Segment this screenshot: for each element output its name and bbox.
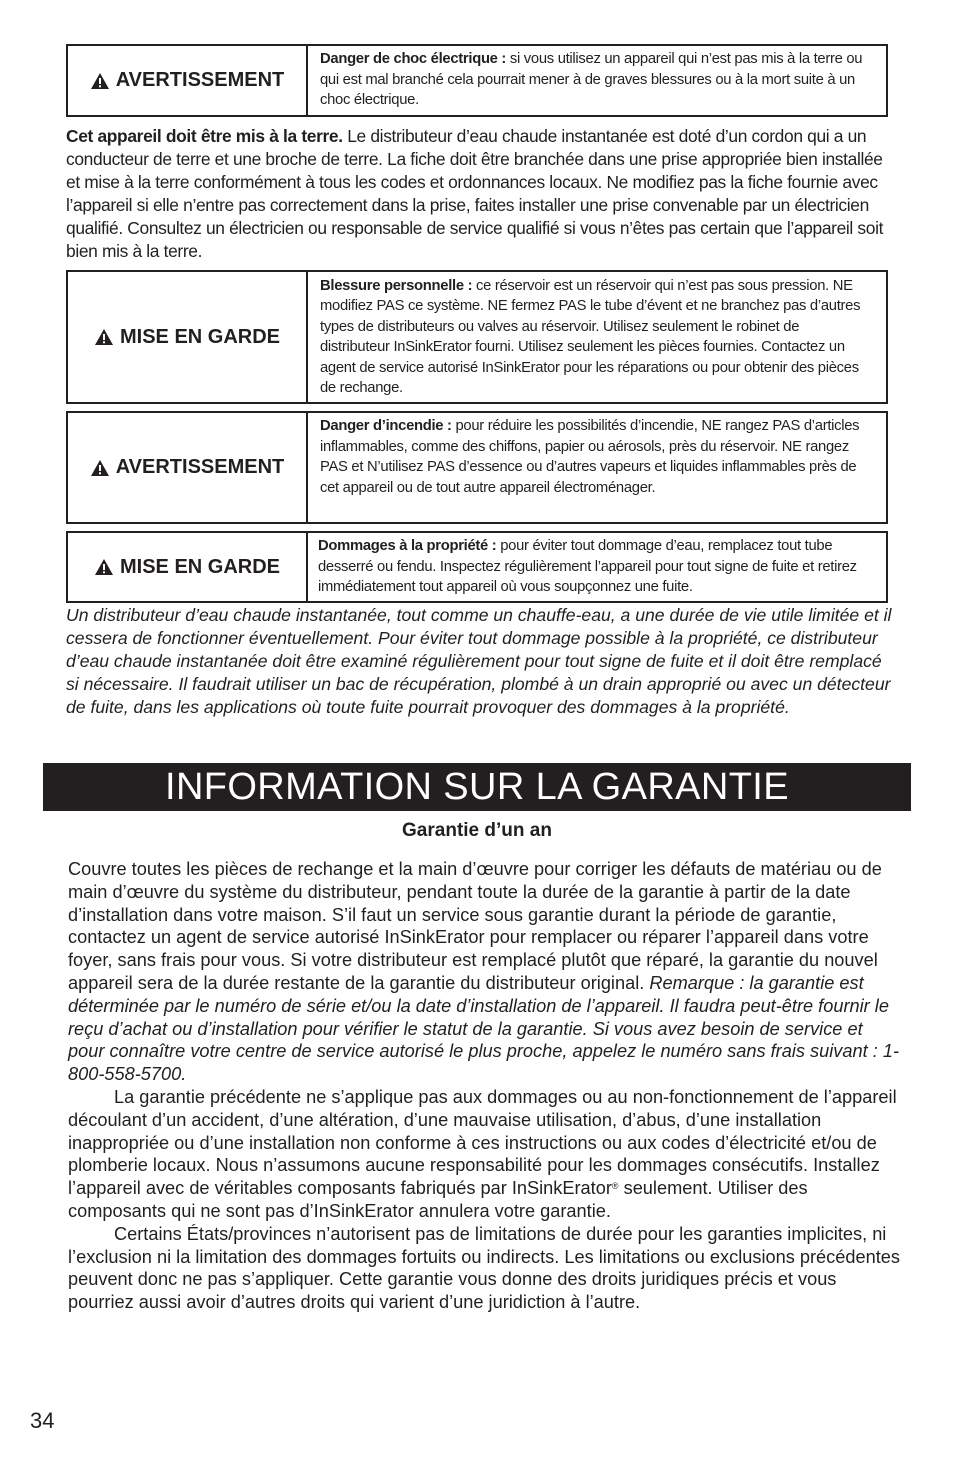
page-number: 34: [30, 1408, 55, 1433]
warranty-subtitle: Garantie d’un an: [402, 820, 552, 841]
warranty-paragraph-state-rights: Certains États/provinces n’autorisent pas de limitations de durée pour les garanties implicites, ni l’exclusion ni la limitation des dommages fortuits ou indirects. Les limitations ou exclusions précédentes peuvent donc ne pas s’appliquer. Cette garantie vous donne des droits juridiques précis et vous pourriez aussi avoir d’autres droits qui varient d’une juridiction à l’autre.: [68, 1223, 900, 1313]
warning-triangle-icon: [94, 558, 114, 576]
caution-box-property-damage: [66, 531, 888, 603]
caution-message: Dommages à la propriété : pour éviter tout dommage d’eau, remplacez tout tube desserré ou fendu. Inspectez régulièrement l’appareil pour tout signe de fuite et retirez immédiatement tout appareil où vous soupçonnez une fuite.: [318, 538, 857, 596]
warranty-paragraph-coverage: Couvre toutes les pièces de rechange et la main d’œuvre pour corriger les défauts de matériau ou de main d’œuvre du système du distributeur, pendant toute la durée de la garantie à partir de la date d’installation dans votre maison. S’il faut un service sous garantie durant la période de garantie, contactez un agent de service autorisé InSinkErator pour remplacer ou réparer l’appareil dans votre foyer, sans frais pour vous. Si votre distributeur est remplacé plutôt que réparé, la garantie du nouvel appareil sera de la durée restante de la garantie du distributeur original. Remarque : la garantie est déterminée par le numéro de série et/ou la date d’installation de l’appareil. Il faudra peut-être fournir le reçu d’achat ou d’installation pour vérifier le statut de la garantie. Si vous avez besoin de service et pour connaître votre centre de service autorisé le plus proche, appelez le numéro sans frais suivant : 1-800-558-5700.: [68, 859, 900, 1085]
caution-box-personal-injury: [66, 270, 888, 404]
warranty-banner-title: INFORMATION SUR LA GARANTIE: [43, 763, 911, 811]
warning-message: Danger de choc électrique : si vous utilisez un appareil qui n’est pas mis à la terre ou qui est mal branché cela pourrait mener à de graves blessures ou à la mort suite à un choc électrique.: [320, 51, 863, 108]
warranty-body: [68, 858, 904, 1314]
grounding-paragraph: Cet appareil doit être mis à la terre. Le distributeur d’eau chaude instantanée est doté d’un cordon qui a un conducteur de terre et une broche de terre. La fiche doit être branchée dans une prise appropriée bien installée et mise à la terre conformément à tous les codes et ordonnances locaux. Ne modifiez pas la fiche fournie avec l’appareil si elle n’entre pas correctement dans la prise, faites installer une prise convenable par un électricien qualifié. Consultez un électricien ou responsable de service qualifié si vous n’êtes pas certain que l’appareil soit bien mis à la terre.: [66, 126, 884, 261]
signal-word-warning: AVERTISSEMENT: [68, 46, 308, 115]
signal-word-caution: MISE EN GARDE: [68, 272, 308, 402]
warning-triangle-icon: [94, 328, 114, 346]
warning-box-electric-shock: [66, 44, 888, 117]
caution-message: Blessure personnelle : ce réservoir est un réservoir qui n’est pas sous pression. NE modifiez PAS ce système. NE fermez PAS le tube d’évent et ne branchez pas d’autres types de distributeurs ou valves au réservoir. Utilisez seulement le robinet de distributeur InSinkErator fourni. Utilisez seulement les pièces fournies. Contactez un agent de service autorisé InSinkErator pour les réparations ou pour obtenir des pièces de rechange.: [320, 278, 861, 397]
warning-message: Danger d’incendie : pour réduire les possibilités d’incendie, NE rangez PAS d’articles inflammables, comme des chiffons, papier ou aérosols, près du réservoir. NE rangez PAS et N’utilisez PAS d’essence ou d’autres vapeurs et liquides inflammables près de cet appareil ou de tout autre appareil électroménager.: [320, 418, 860, 496]
signal-word-warning: AVERTISSEMENT: [68, 413, 308, 522]
warning-triangle-icon: [90, 72, 110, 90]
signal-word-caution: MISE EN GARDE: [68, 533, 308, 601]
warranty-paragraph-exclusions: La garantie précédente ne s’applique pas aux dommages ou au non-fonctionnement de l’appareil découlant d’un accident, d’une altération, d’une mauvaise utilisation, d’abus, d’une installation inappropriée ou d’une installation non conforme à ces instructions ou aux codes d’électricité et/ou de plomberie locaux. Nous n’assumons aucune responsabilité pour les dommages consécutifs. Installez l’appareil avec de véritables composants fabriqués par InSinkErator® seulement. Utiliser des composants qui ne sont pas d’InSinkErator annulera votre garantie.: [68, 1086, 897, 1221]
warning-triangle-icon: [90, 459, 110, 477]
warning-box-fire-hazard: [66, 411, 888, 524]
lifespan-notice: Un distributeur d’eau chaude instantanée, tout comme un chauffe-eau, a une durée de vie utile limitée et il cessera de fonctionner éventuellement. Pour éviter tout dommage possible à la propriété, ce distributeur d’eau chaude instantanée doit être examiné régulièrement pour tout signe de fuite et il doit être remplacé si nécessaire. Il faudrait utiliser un bac de récupération, plombé à un drain approprié ou avec un détecteur de fuite, dans les applications où toute fuite pourrait provoquer des dommages à la propriété.: [66, 605, 892, 717]
